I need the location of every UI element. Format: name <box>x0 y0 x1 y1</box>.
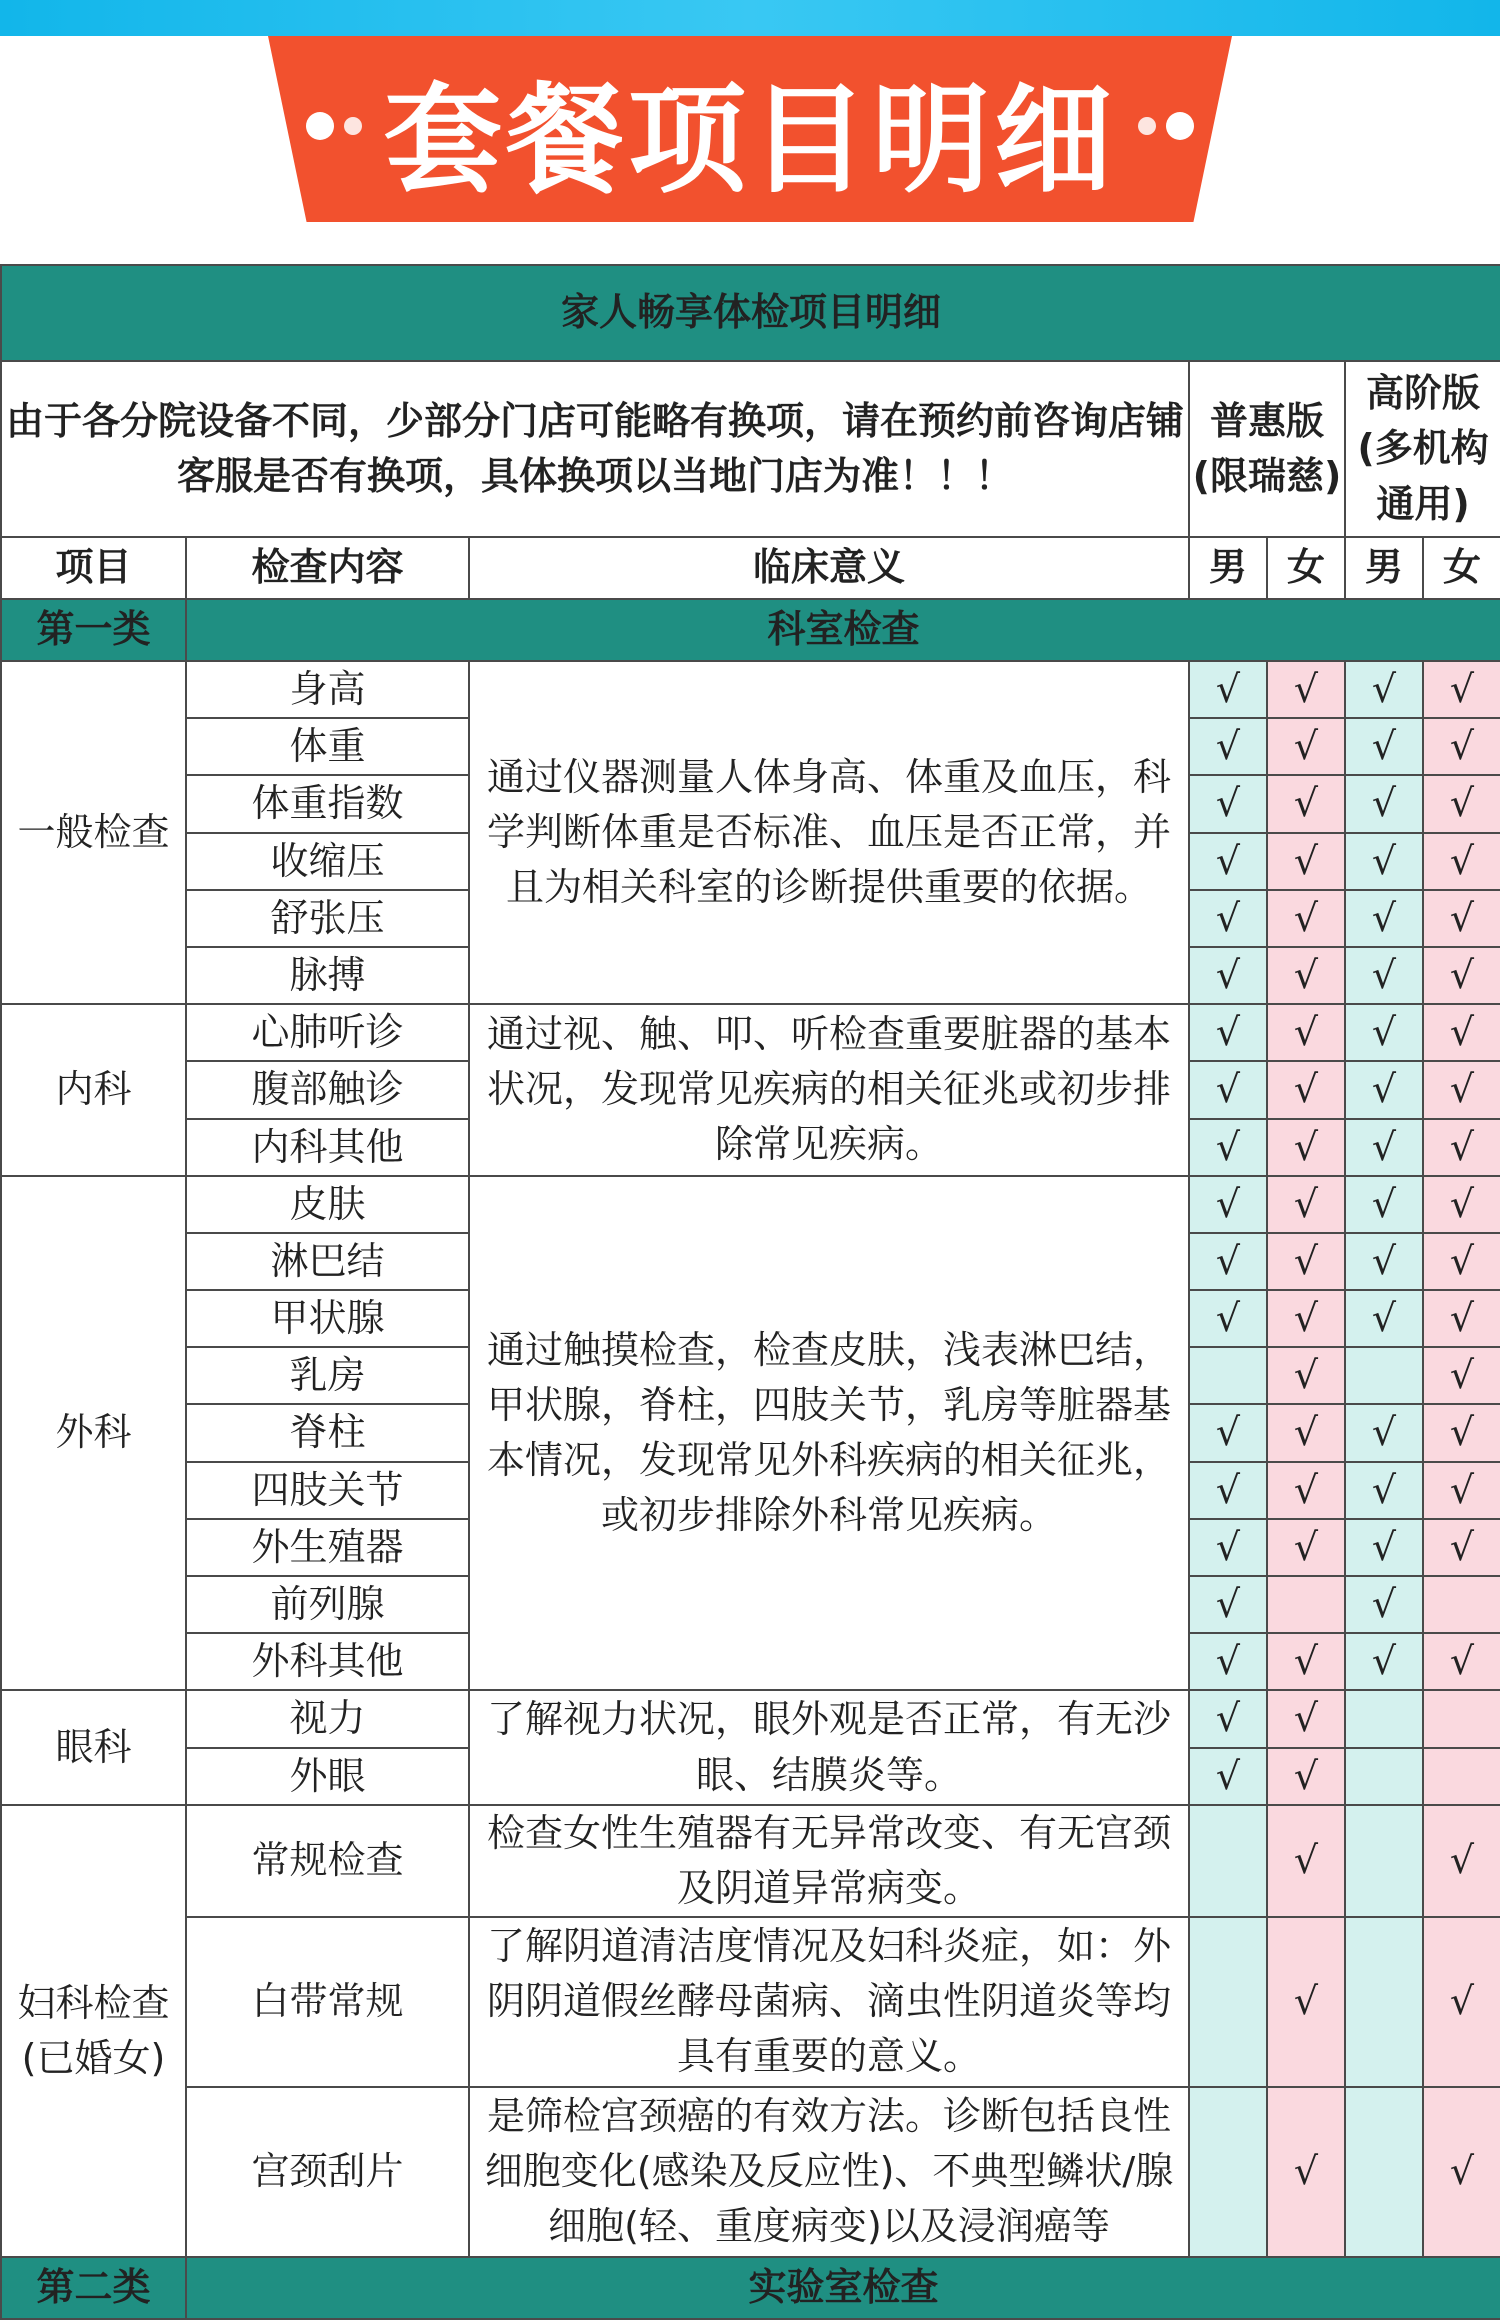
category-row <box>1 2257 1500 2319</box>
header-male-basic: 男 <box>1189 537 1267 599</box>
check-item: 体重 <box>186 718 469 775</box>
check-mark: √ <box>1345 1519 1423 1576</box>
check-item: 腹部触诊 <box>186 1061 469 1118</box>
header-female-advanced: 女 <box>1423 537 1500 599</box>
table-row <box>1 1917 1500 2087</box>
check-mark: √ <box>1189 1462 1267 1519</box>
check-mark: √ <box>1189 833 1267 890</box>
empty-mark-cell <box>1189 1805 1267 1917</box>
check-item: 视力 <box>186 1690 469 1747</box>
check-mark: √ <box>1345 1119 1423 1176</box>
check-mark: √ <box>1267 2087 1345 2257</box>
check-mark: √ <box>1345 1176 1423 1233</box>
check-mark: √ <box>1267 1404 1345 1461</box>
check-item: 体重指数 <box>186 775 469 832</box>
check-item: 乳房 <box>186 1347 469 1404</box>
check-mark: √ <box>1423 1519 1500 1576</box>
check-mark: √ <box>1267 1233 1345 1290</box>
check-mark: √ <box>1423 1462 1500 1519</box>
check-mark: √ <box>1267 1805 1345 1917</box>
check-item: 常规检查 <box>186 1805 469 1917</box>
check-mark: √ <box>1423 1917 1500 2087</box>
group-name: 外科 <box>1 1176 186 1691</box>
check-item: 淋巴结 <box>186 1233 469 1290</box>
empty-mark-cell <box>1345 1347 1423 1404</box>
group-name: 妇科检查(已婚女) <box>1 1805 186 2257</box>
check-mark: √ <box>1345 718 1423 775</box>
check-mark: √ <box>1423 833 1500 890</box>
check-mark: √ <box>1423 1805 1500 1917</box>
check-mark: √ <box>1189 890 1267 947</box>
header-content: 检查内容 <box>186 537 469 599</box>
check-item: 四肢关节 <box>186 1462 469 1519</box>
empty-mark-cell <box>1345 2087 1423 2257</box>
check-mark: √ <box>1423 1404 1500 1461</box>
check-mark: √ <box>1345 775 1423 832</box>
check-item: 舒张压 <box>186 890 469 947</box>
package-items-table <box>0 264 1500 2320</box>
check-mark: √ <box>1267 1519 1345 1576</box>
table-row <box>1 1176 1500 1233</box>
header-female-basic: 女 <box>1267 537 1345 599</box>
check-mark: √ <box>1345 1576 1423 1633</box>
check-mark: √ <box>1423 1633 1500 1690</box>
check-mark: √ <box>1267 1176 1345 1233</box>
check-mark: √ <box>1345 1462 1423 1519</box>
check-mark: √ <box>1189 775 1267 832</box>
check-mark: √ <box>1423 947 1500 1004</box>
table-title: 家人畅享体检项目明细 <box>1 265 1500 361</box>
empty-mark-cell <box>1423 1748 1500 1805</box>
check-mark: √ <box>1345 890 1423 947</box>
check-mark: √ <box>1267 833 1345 890</box>
version-basic: 普惠版(限瑞慈) <box>1189 361 1345 537</box>
empty-mark-cell <box>1423 1690 1500 1747</box>
check-mark: √ <box>1267 1690 1345 1747</box>
check-mark: √ <box>1189 1061 1267 1118</box>
clinical-meaning: 是筛检宫颈癌的有效方法。诊断包括良性细胞变化(感染及反应性)、不典型鳞状/腺细胞(轻、重度病变)以及浸润癌等 <box>469 2087 1189 2257</box>
check-mark: √ <box>1267 1462 1345 1519</box>
check-item: 收缩压 <box>186 833 469 890</box>
check-mark: √ <box>1267 1748 1345 1805</box>
category-name: 实验室检查 <box>186 2257 1500 2319</box>
check-mark: √ <box>1423 1119 1500 1176</box>
clinical-meaning: 通过触摸检查，检查皮肤，浅表淋巴结，甲状腺，脊柱，四肢关节，乳房等脏器基本情况，发现常见外科疾病的相关征兆，或初步排除外科常见疾病。 <box>469 1176 1189 1691</box>
check-mark: √ <box>1189 1290 1267 1347</box>
check-mark: √ <box>1189 1004 1267 1061</box>
banner-title: 套餐项目明细 <box>383 71 1116 209</box>
table-row <box>1 661 1500 718</box>
category-label: 第一类 <box>1 599 186 661</box>
category-label: 第二类 <box>1 2257 186 2319</box>
clinical-meaning: 了解视力状况，眼外观是否正常，有无沙眼、结膜炎等。 <box>469 1690 1189 1804</box>
check-mark: √ <box>1267 1290 1345 1347</box>
check-mark: √ <box>1189 1519 1267 1576</box>
empty-mark-cell <box>1345 1917 1423 2087</box>
check-mark: √ <box>1423 890 1500 947</box>
check-mark: √ <box>1423 1061 1500 1118</box>
check-item: 心肺听诊 <box>186 1004 469 1061</box>
check-mark: √ <box>1423 1176 1500 1233</box>
check-mark: √ <box>1267 1061 1345 1118</box>
empty-mark-cell <box>1189 1347 1267 1404</box>
notice-text: 由于各分院设备不同，少部分门店可能略有换项，请在预约前咨询店铺客服是否有换项，具体换项以当地门店为准！！！ <box>1 361 1189 537</box>
check-item: 脊柱 <box>186 1404 469 1461</box>
check-mark: √ <box>1345 1633 1423 1690</box>
check-item: 甲状腺 <box>186 1290 469 1347</box>
check-mark: √ <box>1189 1633 1267 1690</box>
check-mark: √ <box>1189 1690 1267 1747</box>
category-name: 科室检查 <box>186 599 1500 661</box>
category-row <box>1 599 1500 661</box>
check-mark: √ <box>1189 1176 1267 1233</box>
check-mark: √ <box>1189 1576 1267 1633</box>
check-mark: √ <box>1423 775 1500 832</box>
check-mark: √ <box>1345 1233 1423 1290</box>
check-mark: √ <box>1267 1917 1345 2087</box>
check-mark: √ <box>1423 718 1500 775</box>
empty-mark-cell <box>1189 1917 1267 2087</box>
check-mark: √ <box>1345 1404 1423 1461</box>
clinical-meaning: 检查女性生殖器有无异常改变、有无宫颈及阴道异常病变。 <box>469 1805 1189 1917</box>
clinical-meaning: 通过仪器测量人体身高、体重及血压，科学判断体重是否标准、血压是否正常，并且为相关科室的诊断提供重要的依据。 <box>469 661 1189 1004</box>
table-row <box>1 1805 1500 1917</box>
check-item: 宫颈刮片 <box>186 2087 469 2257</box>
check-mark: √ <box>1267 1119 1345 1176</box>
check-mark: √ <box>1267 1347 1345 1404</box>
version-advanced: 高阶版(多机构通用) <box>1345 361 1500 537</box>
empty-mark-cell <box>1345 1748 1423 1805</box>
check-item: 皮肤 <box>186 1176 469 1233</box>
empty-mark-cell <box>1267 1576 1345 1633</box>
check-mark: √ <box>1189 947 1267 1004</box>
check-item: 白带常规 <box>186 1917 469 2087</box>
check-mark: √ <box>1267 1004 1345 1061</box>
check-mark: √ <box>1189 1404 1267 1461</box>
empty-mark-cell <box>1423 1576 1500 1633</box>
check-item: 外眼 <box>186 1748 469 1805</box>
group-name: 眼科 <box>1 1690 186 1804</box>
check-mark: √ <box>1267 890 1345 947</box>
check-item: 内科其他 <box>186 1119 469 1176</box>
check-item: 外生殖器 <box>186 1519 469 1576</box>
check-mark: √ <box>1345 661 1423 718</box>
check-item: 外科其他 <box>186 1633 469 1690</box>
check-item: 前列腺 <box>186 1576 469 1633</box>
header-item: 项目 <box>1 537 186 599</box>
check-mark: √ <box>1267 775 1345 832</box>
check-mark: √ <box>1189 661 1267 718</box>
check-mark: √ <box>1345 1004 1423 1061</box>
top-color-bar <box>0 0 1500 36</box>
header-meaning: 临床意义 <box>469 537 1189 599</box>
check-mark: √ <box>1423 1290 1500 1347</box>
check-item: 身高 <box>186 661 469 718</box>
check-mark: √ <box>1423 2087 1500 2257</box>
check-item: 脉搏 <box>186 947 469 1004</box>
check-mark: √ <box>1423 1233 1500 1290</box>
check-mark: √ <box>1345 1290 1423 1347</box>
check-mark: √ <box>1267 947 1345 1004</box>
check-mark: √ <box>1189 1748 1267 1805</box>
empty-mark-cell <box>1189 2087 1267 2257</box>
check-mark: √ <box>1267 1633 1345 1690</box>
check-mark: √ <box>1189 1119 1267 1176</box>
clinical-meaning: 了解阴道清洁度情况及妇科炎症，如：外阴阴道假丝酵母菌病、滴虫性阴道炎等均具有重要的意义。 <box>469 1917 1189 2087</box>
check-mark: √ <box>1423 661 1500 718</box>
empty-mark-cell <box>1345 1690 1423 1747</box>
check-mark: √ <box>1345 1061 1423 1118</box>
check-mark: √ <box>1267 718 1345 775</box>
group-name: 内科 <box>1 1004 186 1176</box>
check-mark: √ <box>1423 1347 1500 1404</box>
clinical-meaning: 通过视、触、叩、听检查重要脏器的基本状况，发现常见疾病的相关征兆或初步排除常见疾病。 <box>469 1004 1189 1176</box>
check-mark: √ <box>1345 833 1423 890</box>
table-row <box>1 2087 1500 2257</box>
group-name: 一般检查 <box>1 661 186 1004</box>
check-mark: √ <box>1189 718 1267 775</box>
check-mark: √ <box>1189 1233 1267 1290</box>
header-male-advanced: 男 <box>1345 537 1423 599</box>
check-mark: √ <box>1267 661 1345 718</box>
empty-mark-cell <box>1345 1805 1423 1917</box>
check-mark: √ <box>1423 1004 1500 1061</box>
check-mark: √ <box>1345 947 1423 1004</box>
table-row <box>1 1004 1500 1061</box>
table-row <box>1 1690 1500 1747</box>
